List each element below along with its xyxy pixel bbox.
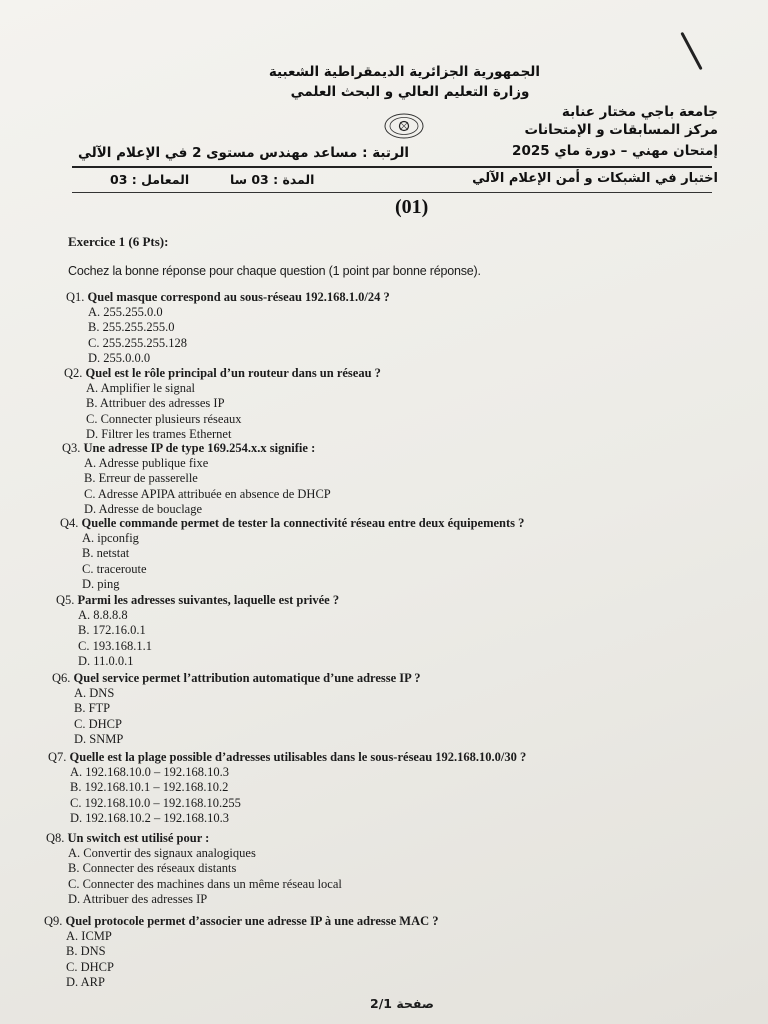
answer-option[interactable]: D. 11.0.0.1 bbox=[78, 653, 134, 668]
answer-option[interactable]: D. Adresse de bouclage bbox=[84, 501, 203, 516]
question-text: Un switch est utilisé pour : bbox=[67, 831, 210, 845]
answer-option[interactable]: C. 192.168.10.0 – 192.168.10.255 bbox=[70, 795, 241, 810]
center-name: مركز المسابقات و الإمتحانات bbox=[524, 122, 718, 138]
ministry-header: وزارة التعليم العالي و البحث العلمي bbox=[290, 84, 530, 100]
question-number: Q6. bbox=[52, 671, 71, 685]
header-divider bbox=[72, 166, 712, 168]
question-number: Q7. bbox=[48, 750, 67, 764]
answer-option[interactable]: B. FTP bbox=[74, 701, 111, 716]
answer-option[interactable]: A. 8.8.8.8 bbox=[78, 608, 128, 622]
question-text: Quelle est la plage possible d’adresses utilisables dans le sous-réseau 192.168.10.0/30 ? bbox=[69, 750, 527, 764]
question-9 bbox=[44, 914, 439, 990]
answer-option[interactable]: A. 192.168.10.0 – 192.168.10.3 bbox=[70, 765, 230, 779]
question-3 bbox=[62, 441, 331, 517]
answer-option[interactable]: B. Connecter des réseaux distants bbox=[68, 861, 237, 876]
document-number: (01) bbox=[395, 196, 429, 218]
answer-option[interactable]: D. 255.0.0.0 bbox=[88, 350, 151, 365]
answer-option[interactable]: A. DNS bbox=[74, 686, 115, 700]
answer-option[interactable]: B. 192.168.10.1 – 192.168.10.2 bbox=[70, 780, 229, 795]
university-name: جامعة باجي مختار عنابة bbox=[561, 104, 718, 120]
exercise-instruction: Cochez la bonne réponse pour chaque question (1 point par bonne réponse). bbox=[68, 264, 481, 278]
question-text: Quel masque correspond au sous-réseau 192.168.1.0/24 ? bbox=[87, 290, 390, 304]
question-text: Quel est le rôle principal d’un routeur dans un réseau ? bbox=[85, 366, 381, 380]
answer-option[interactable]: D. SNMP bbox=[74, 731, 124, 746]
question-text: Une adresse IP de type 169.254.x.x signifie : bbox=[83, 441, 316, 455]
answer-option[interactable]: C. Adresse APIPA attribuée en absence de DHCP bbox=[84, 486, 331, 501]
republic-header: الجمهورية الجزائرية الديمقراطية الشعبية bbox=[268, 64, 540, 80]
answer-option[interactable]: D. ping bbox=[82, 576, 120, 591]
answer-option[interactable]: B. 255.255.255.0 bbox=[88, 320, 175, 335]
answer-option[interactable]: A. 255.255.0.0 bbox=[88, 305, 163, 319]
question-text: Parmi les adresses suivantes, laquelle est privée ? bbox=[77, 593, 340, 607]
answer-option[interactable]: C. DHCP bbox=[74, 716, 122, 731]
page-number: صفحة 2/1 bbox=[370, 996, 434, 1011]
question-number: Q5. bbox=[56, 593, 75, 607]
answer-option[interactable]: C. traceroute bbox=[82, 561, 147, 576]
question-number: Q9. bbox=[44, 914, 63, 928]
answer-option[interactable]: B. DNS bbox=[66, 944, 106, 959]
question-number: Q4. bbox=[60, 516, 79, 530]
question-number: Q3. bbox=[62, 441, 81, 455]
answer-option[interactable]: A. Convertir des signaux analogiques bbox=[68, 846, 256, 860]
answer-option[interactable]: A. ICMP bbox=[66, 929, 112, 943]
exercise-title: Exercice 1 (6 Pts): bbox=[68, 234, 169, 249]
answer-option[interactable]: D. 192.168.10.2 – 192.168.10.3 bbox=[70, 810, 230, 825]
pen-mark bbox=[680, 32, 702, 70]
question-4 bbox=[60, 516, 524, 592]
answer-option[interactable]: C. 193.168.1.1 bbox=[78, 638, 152, 653]
answer-option[interactable]: C. Connecter des machines dans un même réseau local bbox=[68, 876, 342, 891]
question-text: Quel protocole permet d’associer une adresse IP à une adresse MAC ? bbox=[65, 914, 439, 928]
answer-option[interactable]: C. 255.255.255.128 bbox=[88, 335, 187, 350]
question-8 bbox=[46, 831, 342, 907]
exam-session: إمتحان مهني – دورة ماي 2025 bbox=[512, 143, 718, 159]
answer-option[interactable]: D. ARP bbox=[66, 974, 105, 989]
coefficient-label: المعامل : 03 bbox=[110, 172, 190, 187]
question-7 bbox=[48, 750, 526, 826]
answer-option[interactable]: C. Connecter plusieurs réseaux bbox=[86, 411, 242, 426]
question-6 bbox=[52, 671, 421, 747]
question-2 bbox=[64, 366, 381, 442]
question-number: Q2. bbox=[64, 366, 83, 380]
question-1 bbox=[66, 290, 390, 366]
question-text: Quelle commande permet de tester la connectivité réseau entre deux équipements ? bbox=[81, 516, 525, 530]
question-5 bbox=[56, 593, 339, 669]
question-number: Q8. bbox=[46, 831, 65, 845]
question-text: Quel service permet l’attribution automatique d’une adresse IP ? bbox=[73, 671, 421, 685]
emblem-icon bbox=[383, 112, 425, 140]
answer-option[interactable]: A. Amplifier le signal bbox=[86, 381, 196, 395]
answer-option[interactable]: D. Attribuer des adresses IP bbox=[68, 891, 208, 906]
answer-option[interactable]: B. Erreur de passerelle bbox=[84, 471, 198, 486]
answer-option[interactable]: A. Adresse publique fixe bbox=[84, 456, 209, 470]
duration-label: المدة : 03 سا bbox=[230, 172, 315, 187]
answer-option[interactable]: D. Filtrer les trames Ethernet bbox=[86, 426, 232, 441]
answer-option[interactable]: A. ipconfig bbox=[82, 531, 139, 545]
question-number: Q1. bbox=[66, 290, 85, 304]
subject-divider bbox=[72, 192, 712, 193]
answer-option[interactable]: B. Attribuer des adresses IP bbox=[86, 396, 225, 411]
subject-title: اختبار في الشبكات و أمن الإعلام الآلي bbox=[472, 171, 718, 186]
grade-label: الرتبة : مساعد مهندس مستوى 2 في الإعلام الآلي bbox=[78, 145, 410, 161]
answer-option[interactable]: C. DHCP bbox=[66, 959, 114, 974]
answer-option[interactable]: B. 172.16.0.1 bbox=[78, 623, 146, 638]
answer-option[interactable]: B. netstat bbox=[82, 546, 130, 561]
